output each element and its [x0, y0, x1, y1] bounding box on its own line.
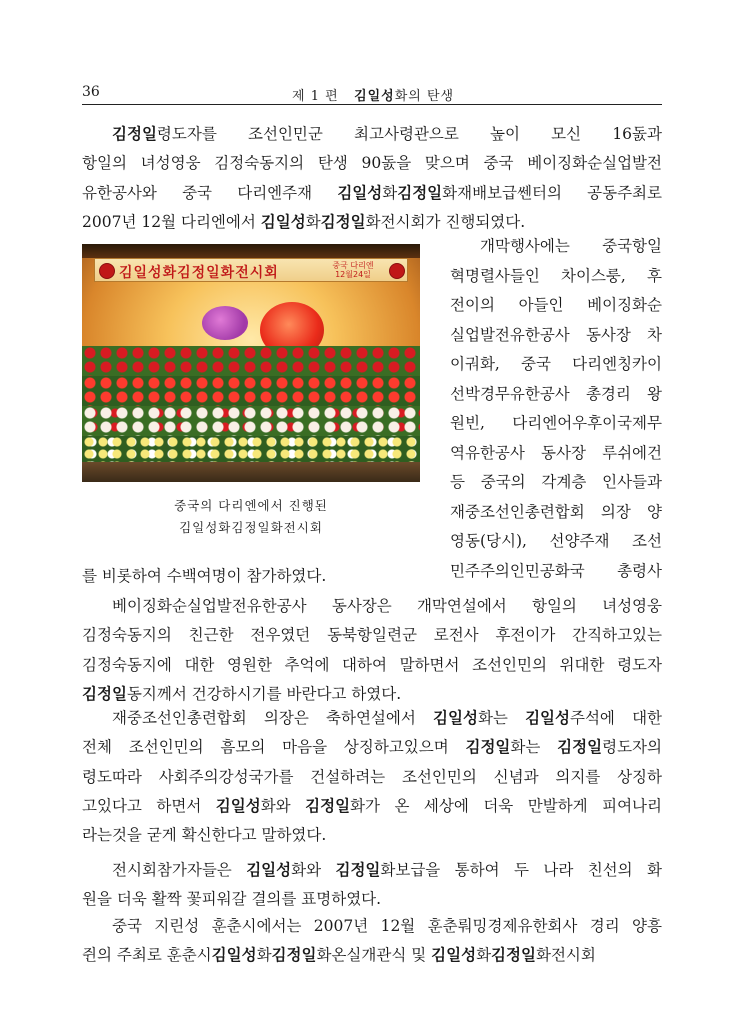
text-span: 화: [305, 212, 321, 231]
bold-name: 김일성: [211, 946, 257, 965]
text-line: [82, 825, 662, 845]
bold-name: 김정일: [491, 946, 536, 965]
banner-subtext-place: 중국 다리엔: [332, 261, 374, 270]
text-line: [112, 860, 662, 880]
text-span: 동지께서 건강하시기를 바란다고 하였다.: [126, 684, 402, 703]
running-title: [292, 85, 454, 104]
text-span: 전이의 아들인 베이징화순: [450, 296, 662, 314]
bold-name: 김일성: [260, 212, 306, 231]
text-line: [82, 566, 662, 586]
text-span: 이궈화, 중국 다리엔칭카이: [450, 355, 662, 373]
page-number: 36: [82, 84, 100, 100]
text-span: 령도따라 사회주의강성국가를 건설하려는 조선인민의 신념과 의지를 상징하: [82, 767, 662, 786]
text-line: [82, 655, 662, 675]
text-span: 화보급을 통하여 두 나라 친선의 화: [380, 861, 663, 879]
emblem-icon: [99, 263, 115, 279]
text-line: [112, 596, 662, 616]
flower-tier: [82, 436, 420, 462]
text-span: 원빈, 다리엔어우후이국제무: [450, 414, 662, 432]
text-line: [82, 737, 662, 757]
text-span: 화는: [510, 738, 558, 757]
text-span: 영동(당시), 선양주재 조선: [450, 532, 662, 550]
bold-name: 김일성: [525, 709, 570, 727]
text-line: [112, 124, 662, 144]
text-span: 화전시회: [535, 946, 596, 965]
text-span: 화재배보급쎈터의 공동주최로: [442, 183, 662, 202]
bold-name: 김일성: [215, 796, 261, 815]
bold-name: 김일성: [431, 946, 477, 965]
exhibition-banner: [94, 258, 408, 282]
photo-caption-line-1: 중국의 다리엔에서 진행된: [174, 498, 328, 513]
title-rest: 화의 탄생: [394, 89, 455, 104]
flower-tier: [82, 376, 420, 406]
bold-name: 김정일: [112, 125, 157, 143]
text-line: [82, 684, 662, 704]
bold-name: 김정일: [320, 212, 366, 231]
bold-name: 김정일: [271, 946, 317, 965]
page-header: [82, 84, 662, 104]
text-line: [82, 183, 662, 203]
text-span: 재중조선인총련합회 의장 양: [450, 502, 662, 521]
text-line: [450, 325, 662, 345]
text-span: 주석에 대한: [569, 709, 663, 727]
text-line: [480, 236, 662, 256]
text-line: [82, 625, 662, 645]
text-line: [82, 212, 662, 232]
text-line: [82, 153, 662, 173]
text-line: [112, 708, 662, 728]
emblem-icon: [389, 263, 405, 279]
text-span: 항일의 녀성영웅 김정숙동지의 탄생 90돐을 맞으며 중국 베이징화순실업발전: [82, 154, 662, 173]
bold-name: 김정일: [557, 738, 603, 757]
text-span: 를 비롯하여 수백여명이 참가하였다.: [82, 567, 327, 585]
text-span: 등 중국의 각계층 인사들과: [450, 473, 662, 491]
text-span: 화가 온 세상에 더욱 만발하게 피여나리: [350, 796, 662, 815]
text-line: [82, 889, 662, 909]
bold-name: 김일성: [337, 183, 383, 202]
bold-name: 김정일: [397, 183, 443, 202]
text-span: 2007년 12월 다리엔에서: [82, 212, 261, 231]
text-span: 개막행사에는 중국항일: [480, 237, 662, 255]
text-line: [82, 945, 662, 965]
photo-caption-line-2: 김일성화김정일화전시회: [179, 520, 323, 535]
text-span: 화: [256, 946, 272, 965]
text-line: [450, 531, 662, 551]
banner-subtext: [327, 261, 379, 279]
flower-tier: [82, 346, 420, 376]
text-line: [450, 472, 662, 492]
flower-tier: [82, 406, 420, 436]
text-span: 화: [382, 183, 398, 202]
text-line: [450, 443, 662, 463]
text-span: 쥔의 주최로 훈춘시: [82, 946, 212, 965]
text-span: 유한공사와 중국 다리엔주재: [82, 183, 338, 202]
banner-text: 김일성화김정일화전시회: [119, 265, 279, 281]
stage-ceiling: [82, 244, 420, 258]
text-span: 베이징화순실업발전유한공사 동사장은 개막연설에서 항일의 녀성영웅: [112, 597, 662, 615]
text-span: 화는: [477, 709, 526, 727]
text-span: 라는것을 굳게 확신한다고 말하였다.: [82, 826, 327, 845]
text-span: 화전시회가 진행되였다.: [365, 212, 526, 231]
banner-subtext-date: 12월24일: [335, 270, 371, 279]
part-label: 제 1 편: [292, 89, 339, 104]
text-line: [112, 916, 662, 936]
bold-name: 김정일: [465, 738, 511, 757]
text-line: [82, 767, 662, 787]
bold-name: 김정일: [335, 861, 381, 879]
text-line: [450, 413, 662, 433]
bold-name: 김일성: [433, 709, 478, 727]
text-span: 중국 지린성 훈춘시에서는 2007년 12월 훈춘뤄밍경제유한회사 경리 양흥: [112, 917, 662, 935]
text-span: 고있다고 하면서: [82, 796, 216, 815]
purple-flower-decoration: [202, 306, 248, 340]
text-line: [450, 502, 662, 522]
text-span: 김정숙동지에 대한 영원한 추억에 대하여 말하면서 조선인민의 위대한 령도자: [82, 655, 662, 674]
text-span: 화와: [260, 796, 306, 815]
text-span: 전체 조선인민의 흠모의 마음을 상징하고있으며: [82, 738, 466, 757]
text-span: 화와: [291, 861, 336, 879]
text-span: 실업발전유한공사 동사장 차: [450, 325, 662, 344]
text-span: 령도자의: [602, 738, 662, 757]
text-span: 재중조선인총련합회 의장은 축하연설에서: [112, 709, 434, 727]
text-line: [450, 295, 662, 315]
title-bold: 김일성: [354, 89, 395, 104]
text-span: 역유한공사 동사장 루쉬에건: [450, 443, 662, 462]
text-span: 혁명렬사들인 차이스룽, 후: [450, 266, 662, 285]
exhibition-photo: [82, 244, 420, 482]
text-span: 김정숙동지의 친근한 전우였던 동북항일련군 로전사 후전이가 간직하고있는: [82, 626, 662, 645]
text-span: 선박경무유한공사 총경리 왕: [450, 384, 662, 403]
text-span: 민주주의인민공화국 총령사: [450, 561, 662, 580]
text-line: [82, 796, 662, 816]
text-line: [450, 384, 662, 404]
text-span: 화온실개관식 및: [316, 946, 432, 965]
text-line: [450, 354, 662, 374]
text-span: 전시회참가자들은: [112, 861, 247, 879]
bold-name: 김정일: [82, 684, 127, 703]
stage-floor: [82, 462, 420, 482]
bold-name: 김정일: [305, 796, 351, 815]
text-span: 화: [476, 946, 492, 965]
text-line: [450, 266, 662, 286]
header-rule: [82, 104, 662, 105]
bold-name: 김일성: [246, 861, 292, 879]
text-span: 령도자를 조선인민군 최고사령관으로 높이 모신 16돐과: [156, 125, 662, 143]
text-span: 원을 더욱 활짝 꽃피워갈 결의를 표명하였다.: [82, 890, 382, 909]
